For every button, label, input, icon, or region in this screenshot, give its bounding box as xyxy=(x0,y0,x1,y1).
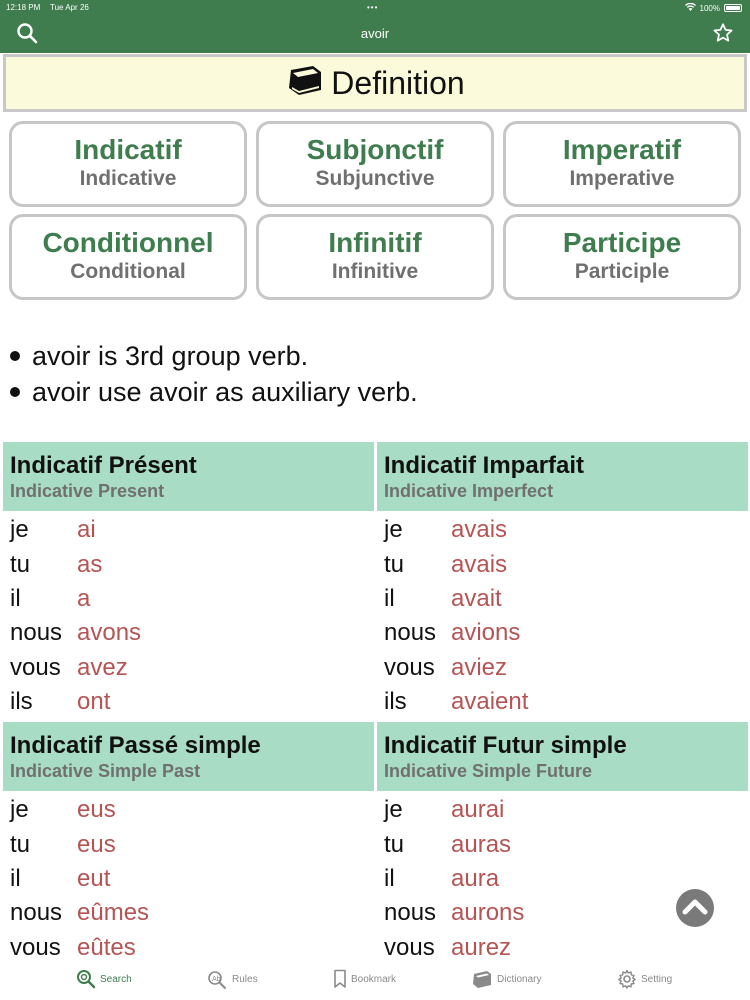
verb-form: eûtes xyxy=(77,933,136,961)
bookmark-icon xyxy=(333,969,347,989)
conjugation-row xyxy=(377,685,748,719)
pronoun: vous xyxy=(384,933,435,961)
star-icon[interactable] xyxy=(712,22,734,44)
verb-form: avait xyxy=(451,584,502,612)
conjugation-row xyxy=(3,931,374,965)
verb-form: eus xyxy=(77,796,116,824)
bullet-icon xyxy=(10,351,20,361)
dictionary-icon xyxy=(471,969,493,989)
pronoun: je xyxy=(10,796,29,824)
pronoun: nous xyxy=(10,899,63,927)
conjugation-row xyxy=(3,616,374,650)
conjugation-row xyxy=(3,862,374,896)
tab-label: Search xyxy=(100,973,132,985)
conjugation-row xyxy=(3,827,374,861)
tense-english-title: Indicative Present xyxy=(10,481,165,501)
tense-header xyxy=(377,722,748,791)
tense-indicatif-present xyxy=(3,442,374,719)
mood-infinitif-button[interactable] xyxy=(256,214,494,300)
definition-label: Definition xyxy=(331,64,465,101)
conjugation-row xyxy=(3,685,374,719)
tense-indicatif-imparfait xyxy=(377,442,748,719)
pronoun: il xyxy=(10,584,21,612)
chevron-up-icon xyxy=(676,889,714,927)
pronoun: je xyxy=(384,796,403,824)
pronoun: nous xyxy=(384,899,437,927)
verb-form: avions xyxy=(451,619,521,647)
pronoun: ils xyxy=(384,688,407,716)
conjugation-row xyxy=(3,793,374,827)
svg-text:Ab: Ab xyxy=(212,976,221,983)
mood-french-label: Conditionnel xyxy=(42,227,214,258)
tab-setting[interactable] xyxy=(617,969,672,989)
mood-indicatif-button[interactable] xyxy=(9,121,247,207)
tense-header xyxy=(3,442,374,511)
pronoun: je xyxy=(10,516,29,544)
status-bar xyxy=(0,3,750,15)
tab-label: Setting xyxy=(641,973,673,985)
verb-form: eut xyxy=(77,864,111,892)
conjugation-row xyxy=(3,651,374,685)
mood-english-label: Imperative xyxy=(569,167,675,190)
verb-form: avons xyxy=(77,619,142,647)
conjugation-row xyxy=(3,547,374,581)
verb-form: ont xyxy=(77,688,111,716)
rules-icon xyxy=(206,969,228,989)
tab-label: Dictionary xyxy=(497,973,542,985)
tense-french-title: Indicatif Passé simple xyxy=(10,732,261,759)
pronoun: nous xyxy=(10,619,63,647)
verb-form: aurez xyxy=(451,933,512,961)
conjugation-row xyxy=(3,513,374,547)
tense-french-title: Indicatif Présent xyxy=(10,452,197,479)
conjugation-row xyxy=(377,616,748,650)
tab-bookmark[interactable] xyxy=(333,969,396,989)
tab-bar xyxy=(0,962,750,1000)
pronoun: il xyxy=(384,584,395,612)
tense-english-title: Indicative Simple Future xyxy=(384,761,593,781)
verb-notes xyxy=(8,338,738,410)
bullet-icon xyxy=(10,387,20,397)
conjugation-row xyxy=(377,793,748,827)
navigation-bar xyxy=(0,0,750,53)
tab-rules[interactable] xyxy=(206,969,258,989)
pronoun: il xyxy=(384,864,395,892)
tense-header xyxy=(377,442,748,511)
pronoun: tu xyxy=(384,550,405,578)
verb-form: avez xyxy=(77,653,128,681)
verb-form: as xyxy=(77,550,103,578)
mood-participe-button[interactable] xyxy=(503,214,741,300)
pronoun: vous xyxy=(10,933,61,961)
verb-form: aurons xyxy=(451,899,525,927)
verb-form: auras xyxy=(451,830,512,858)
tab-label: Bookmark xyxy=(351,973,397,985)
mood-subjonctif-button[interactable] xyxy=(256,121,494,207)
verb-form: avais xyxy=(451,550,508,578)
verb-form: avais xyxy=(451,516,508,544)
tense-indicatif-futur-simple xyxy=(377,722,748,965)
status-date: Tue Apr 26 xyxy=(50,3,89,12)
tab-dictionary[interactable] xyxy=(471,969,541,989)
verb-form: avaient xyxy=(451,688,529,716)
tense-french-title: Indicatif Futur simple xyxy=(384,732,627,759)
note-text: avoir is 3rd group verb. xyxy=(32,341,309,371)
conjugation-row xyxy=(3,582,374,616)
pronoun: nous xyxy=(384,619,437,647)
mood-imperatif-button[interactable] xyxy=(503,121,741,207)
conjugation-row xyxy=(3,896,374,930)
mood-french-label: Indicatif xyxy=(74,134,182,165)
verb-form: aviez xyxy=(451,653,508,681)
verb-form: eus xyxy=(77,830,116,858)
tense-english-title: Indicative Simple Past xyxy=(10,761,201,781)
book-icon xyxy=(285,64,323,103)
pronoun: tu xyxy=(10,550,31,578)
mood-french-label: Subjonctif xyxy=(306,134,444,165)
conjugation-row xyxy=(377,582,748,616)
tense-header xyxy=(3,722,374,791)
mood-conditionnel-button[interactable] xyxy=(9,214,247,300)
pronoun: tu xyxy=(384,830,405,858)
conjugation-row xyxy=(377,547,748,581)
definition-button[interactable] xyxy=(3,54,747,112)
pronoun: vous xyxy=(10,653,61,681)
pronoun: je xyxy=(384,516,403,544)
mood-english-label: Indicative xyxy=(79,167,177,190)
pronoun: vous xyxy=(384,653,435,681)
pronoun: il xyxy=(10,864,21,892)
mood-english-label: Participle xyxy=(574,260,670,283)
pronoun: ils xyxy=(10,688,33,716)
mood-french-label: Infinitif xyxy=(328,227,422,258)
wifi-icon xyxy=(685,3,696,13)
battery-percent: 100% xyxy=(699,3,720,13)
battery-icon xyxy=(724,4,742,12)
tab-search[interactable] xyxy=(76,969,132,989)
mood-french-label: Participe xyxy=(562,227,682,258)
note-item xyxy=(8,338,738,374)
status-time: 12:18 PM xyxy=(6,3,41,12)
conjugation-row xyxy=(377,827,748,861)
verb-form: a xyxy=(77,584,91,612)
conjugation-row xyxy=(377,651,748,685)
note-text: avoir use avoir as auxiliary verb. xyxy=(32,377,418,407)
search-icon xyxy=(76,969,96,989)
note-item xyxy=(8,374,738,410)
tense-english-title: Indicative Imperfect xyxy=(384,481,554,501)
verb-form: aurai xyxy=(451,796,505,824)
gear-icon xyxy=(617,969,637,989)
tense-french-title: Indicatif Imparfait xyxy=(384,452,585,479)
scroll-to-top-button[interactable] xyxy=(676,889,714,927)
verb-form: eûmes xyxy=(77,899,150,927)
multitask-dots[interactable]: ••• xyxy=(367,3,379,12)
mood-french-label: Imperatif xyxy=(562,134,682,165)
mood-english-label: Conditional xyxy=(70,260,186,283)
tab-label: Rules xyxy=(232,973,258,985)
tense-indicatif-passe-simple xyxy=(3,722,374,965)
conjugation-row xyxy=(377,513,748,547)
verb-form: ai xyxy=(77,516,96,544)
pronoun: tu xyxy=(10,830,31,858)
mood-english-label: Infinitive xyxy=(331,260,419,283)
conjugation-row xyxy=(377,931,748,965)
nav-title: avoir xyxy=(360,26,390,41)
verb-form: aura xyxy=(451,864,500,892)
mood-english-label: Subjunctive xyxy=(315,167,435,190)
